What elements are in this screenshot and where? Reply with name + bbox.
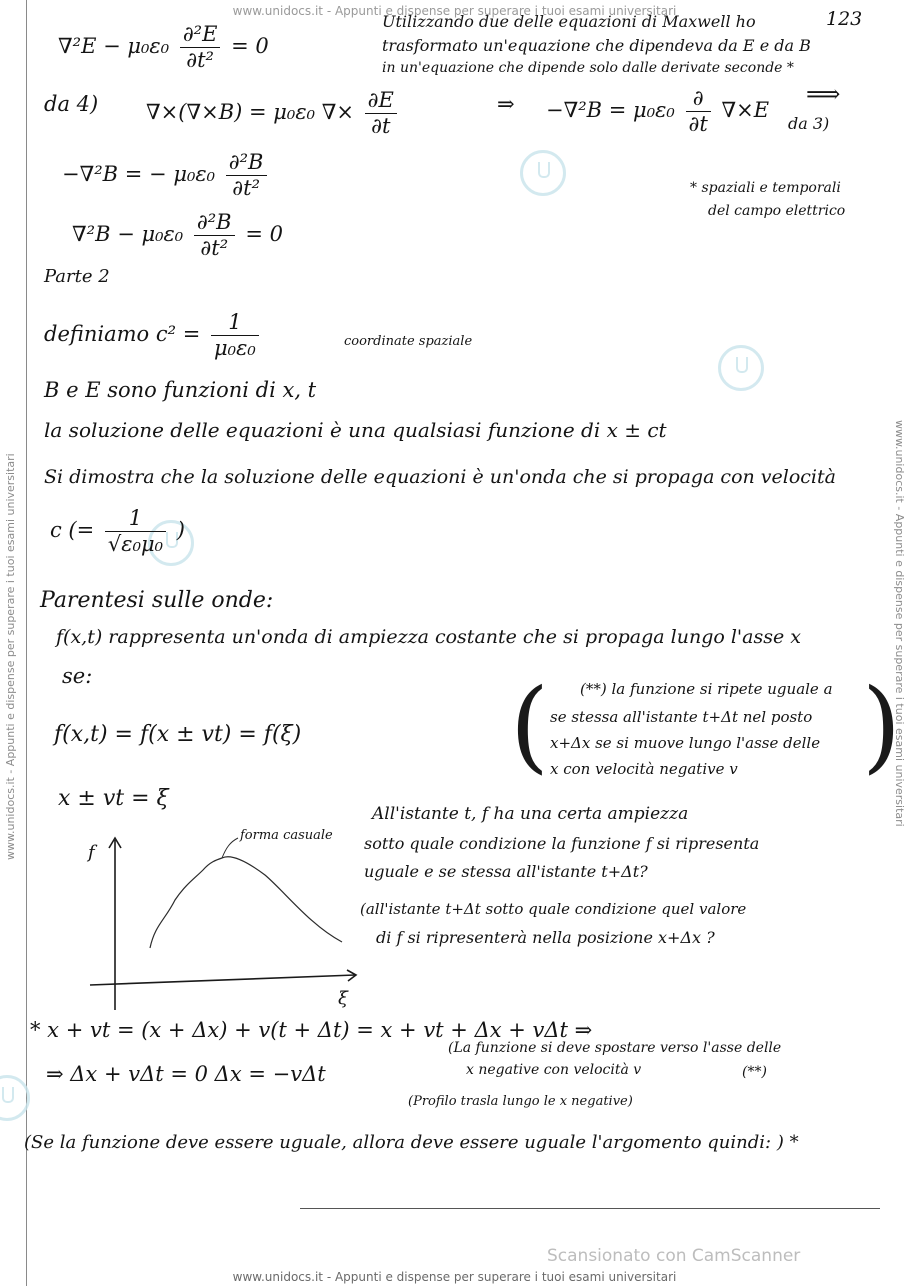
curve-label-pointer (222, 838, 238, 858)
maxwell-note-2: trasformato un'equazione che dipendeva da E e da B (382, 36, 811, 55)
graph-curve-label: forma casuale (240, 828, 333, 843)
spaziali-note-2: del campo elettrico (708, 203, 846, 219)
graph-x-axis (90, 975, 355, 985)
derivation-line-2: ⇒ Δx + vΔt = 0 Δx = −vΔt (46, 1062, 326, 1086)
parte2-heading: Parte 2 (44, 266, 110, 287)
watermark-bottom: www.unidocs.it - Appunti e dispense per superare i tuoi esami universitari (232, 1270, 677, 1284)
unidocs-logo-icon (718, 345, 764, 391)
watermark-right: www.unidocs.it - Appunti e dispense per superare i tuoi esami universitari (893, 420, 906, 827)
eq3-lhs: −∇²B = − μ₀ε₀ (62, 162, 216, 187)
eq4-numerator: ∂²B (194, 210, 235, 236)
eq1-fraction (180, 22, 221, 73)
eq3-denominator: ∂t² (232, 176, 260, 201)
eq4-denominator: ∂t² (200, 236, 229, 261)
dimostra-line: Si dimostra che la soluzione delle equazioni è un'onda che si propaga con velocità (44, 466, 836, 488)
eq1-rhs: = 0 (231, 34, 269, 59)
c-squared-denominator: μ₀ε₀ (214, 336, 256, 361)
equation-4 (72, 210, 283, 261)
xi-definition: x ± vt = ξ (58, 786, 169, 811)
da4-arrow: ⇒ (497, 92, 515, 116)
watermark-top: www.unidocs.it - Appunti e dispense per superare i tuoi esami universitari (232, 4, 677, 18)
eq1-denominator: ∂t² (186, 48, 214, 73)
graph-y-label: f (88, 842, 95, 863)
eq3-fraction (226, 150, 267, 201)
watermark-left: www.unidocs.it - Appunti e dispense per superare i tuoi esami universitari (4, 453, 17, 860)
da4-result-numerator: ∂ (686, 86, 711, 112)
istante-line-1: All'istante t, f ha una certa ampiezza (372, 804, 689, 824)
derivation-line-1: * x + vt = (x + Δx) + v(t + Δt) = x + vt + Δx + vΔt ⇒ (30, 1018, 593, 1042)
c-squared-fraction (211, 310, 259, 361)
velocita-numerator: 1 (105, 506, 166, 532)
side-note-left-paren: ( (510, 667, 550, 784)
da4-result-text: −∇²B = μ₀ε₀ (546, 98, 675, 123)
velocita-fraction (105, 506, 166, 557)
velocita-prefix: c (= (50, 518, 95, 543)
definiamo (44, 310, 263, 361)
eq4-lhs: ∇²B − μ₀ε₀ (72, 222, 184, 247)
da4-equation-text: ∇×(∇×B) = μ₀ε₀ ∇× (146, 100, 354, 125)
derivation-bracket-2: x negative con velocità v (466, 1062, 642, 1078)
derivation-bracket-tag: (**) (742, 1064, 767, 1080)
page-number: 123 (826, 8, 863, 30)
side-note-4: x con velocità negative v (550, 760, 738, 778)
velocita-line (50, 506, 185, 557)
maxwell-note-1: Utilizzando due delle equazioni di Maxwell ho (382, 12, 756, 31)
soluzione-line: la soluzione delle equazioni è una qualsiasi funzione di x ± ct (44, 418, 667, 442)
da4-equation (146, 88, 401, 139)
c-squared-numerator: 1 (211, 310, 259, 336)
eq4-rhs: = 0 (245, 222, 283, 247)
istante-line-3: uguale e se stessa all'istante t+Δt? (364, 862, 648, 881)
da4-result-tail: ∇×E (721, 98, 770, 123)
da3-arrow: ⟹ (806, 80, 841, 108)
profilo-note: (Profilo trasla lungo le x negative) (408, 1094, 633, 1109)
da4-label: da 4) (44, 92, 99, 116)
derivation-bracket-1: (La funzione si deve spostare verso l'asse delle (448, 1040, 782, 1056)
wave-curve (150, 857, 342, 948)
eq1-numerator: ∂²E (180, 22, 221, 48)
coordinate-note: coordinate spaziale (344, 334, 473, 349)
da4-fraction (365, 88, 397, 139)
eq3-numerator: ∂²B (226, 150, 267, 176)
graph-x-label: ξ (338, 988, 348, 1009)
unidocs-logo-icon (520, 150, 566, 196)
eq1-lhs: ∇²E − μ₀ε₀ (58, 34, 170, 59)
da4-result-fraction (686, 86, 711, 137)
da4-result-denominator: ∂t (688, 112, 708, 137)
spaziali-note-1: * spaziali e temporali (690, 180, 841, 196)
istante-line-5: di f si ripresenterà nella posizione x+Δx ? (376, 928, 715, 947)
maxwell-note-3: in un'equazione che dipende solo dalle derivate seconde * (382, 60, 794, 76)
side-note-3: x+Δx se si muove lungo l'asse delle (550, 734, 821, 752)
da3-label: da 3) (788, 114, 830, 133)
se-label: se: (62, 664, 93, 688)
definiamo-text: definiamo c² = (44, 322, 201, 347)
da4-result (546, 86, 769, 137)
equation-1 (58, 22, 269, 73)
side-note-right-paren: ) (862, 667, 902, 784)
istante-line-2: sotto quale condizione la funzione f si ripresenta (364, 834, 760, 853)
onde-heading: Parentesi sulle onde: (40, 588, 274, 613)
camscanner-label: Scansionato con CamScanner (547, 1246, 801, 1266)
onde-formula: f(x,t) = f(x ± vt) = f(ξ) (54, 722, 302, 747)
da4-denominator: ∂t (371, 114, 391, 139)
rappresenta-line: f(x,t) rappresenta un'onda di ampiezza costante che si propaga lungo l'asse x (56, 626, 801, 648)
side-note-1: (**) la funzione si ripete uguale a (580, 680, 833, 698)
wave-graph (70, 830, 370, 1020)
eq4-fraction (194, 210, 235, 261)
side-note-2: se stessa all'istante t+Δt nel posto (550, 708, 813, 726)
bottom-rule (300, 1208, 880, 1209)
velocita-denominator: √ε₀μ₀ (107, 532, 164, 557)
conclusion-line: (Se la funzione deve essere uguale, allora deve essere uguale l'argomento quindi: ) * (24, 1132, 799, 1153)
velocita-suffix: ) (176, 518, 185, 543)
da4-numerator: ∂E (365, 88, 397, 114)
istante-line-4: (all'istante t+Δt sotto quale condizione quel valore (360, 900, 747, 918)
funzioni-line: B e E sono funzioni di x, t (44, 378, 317, 402)
equation-3 (62, 150, 271, 201)
